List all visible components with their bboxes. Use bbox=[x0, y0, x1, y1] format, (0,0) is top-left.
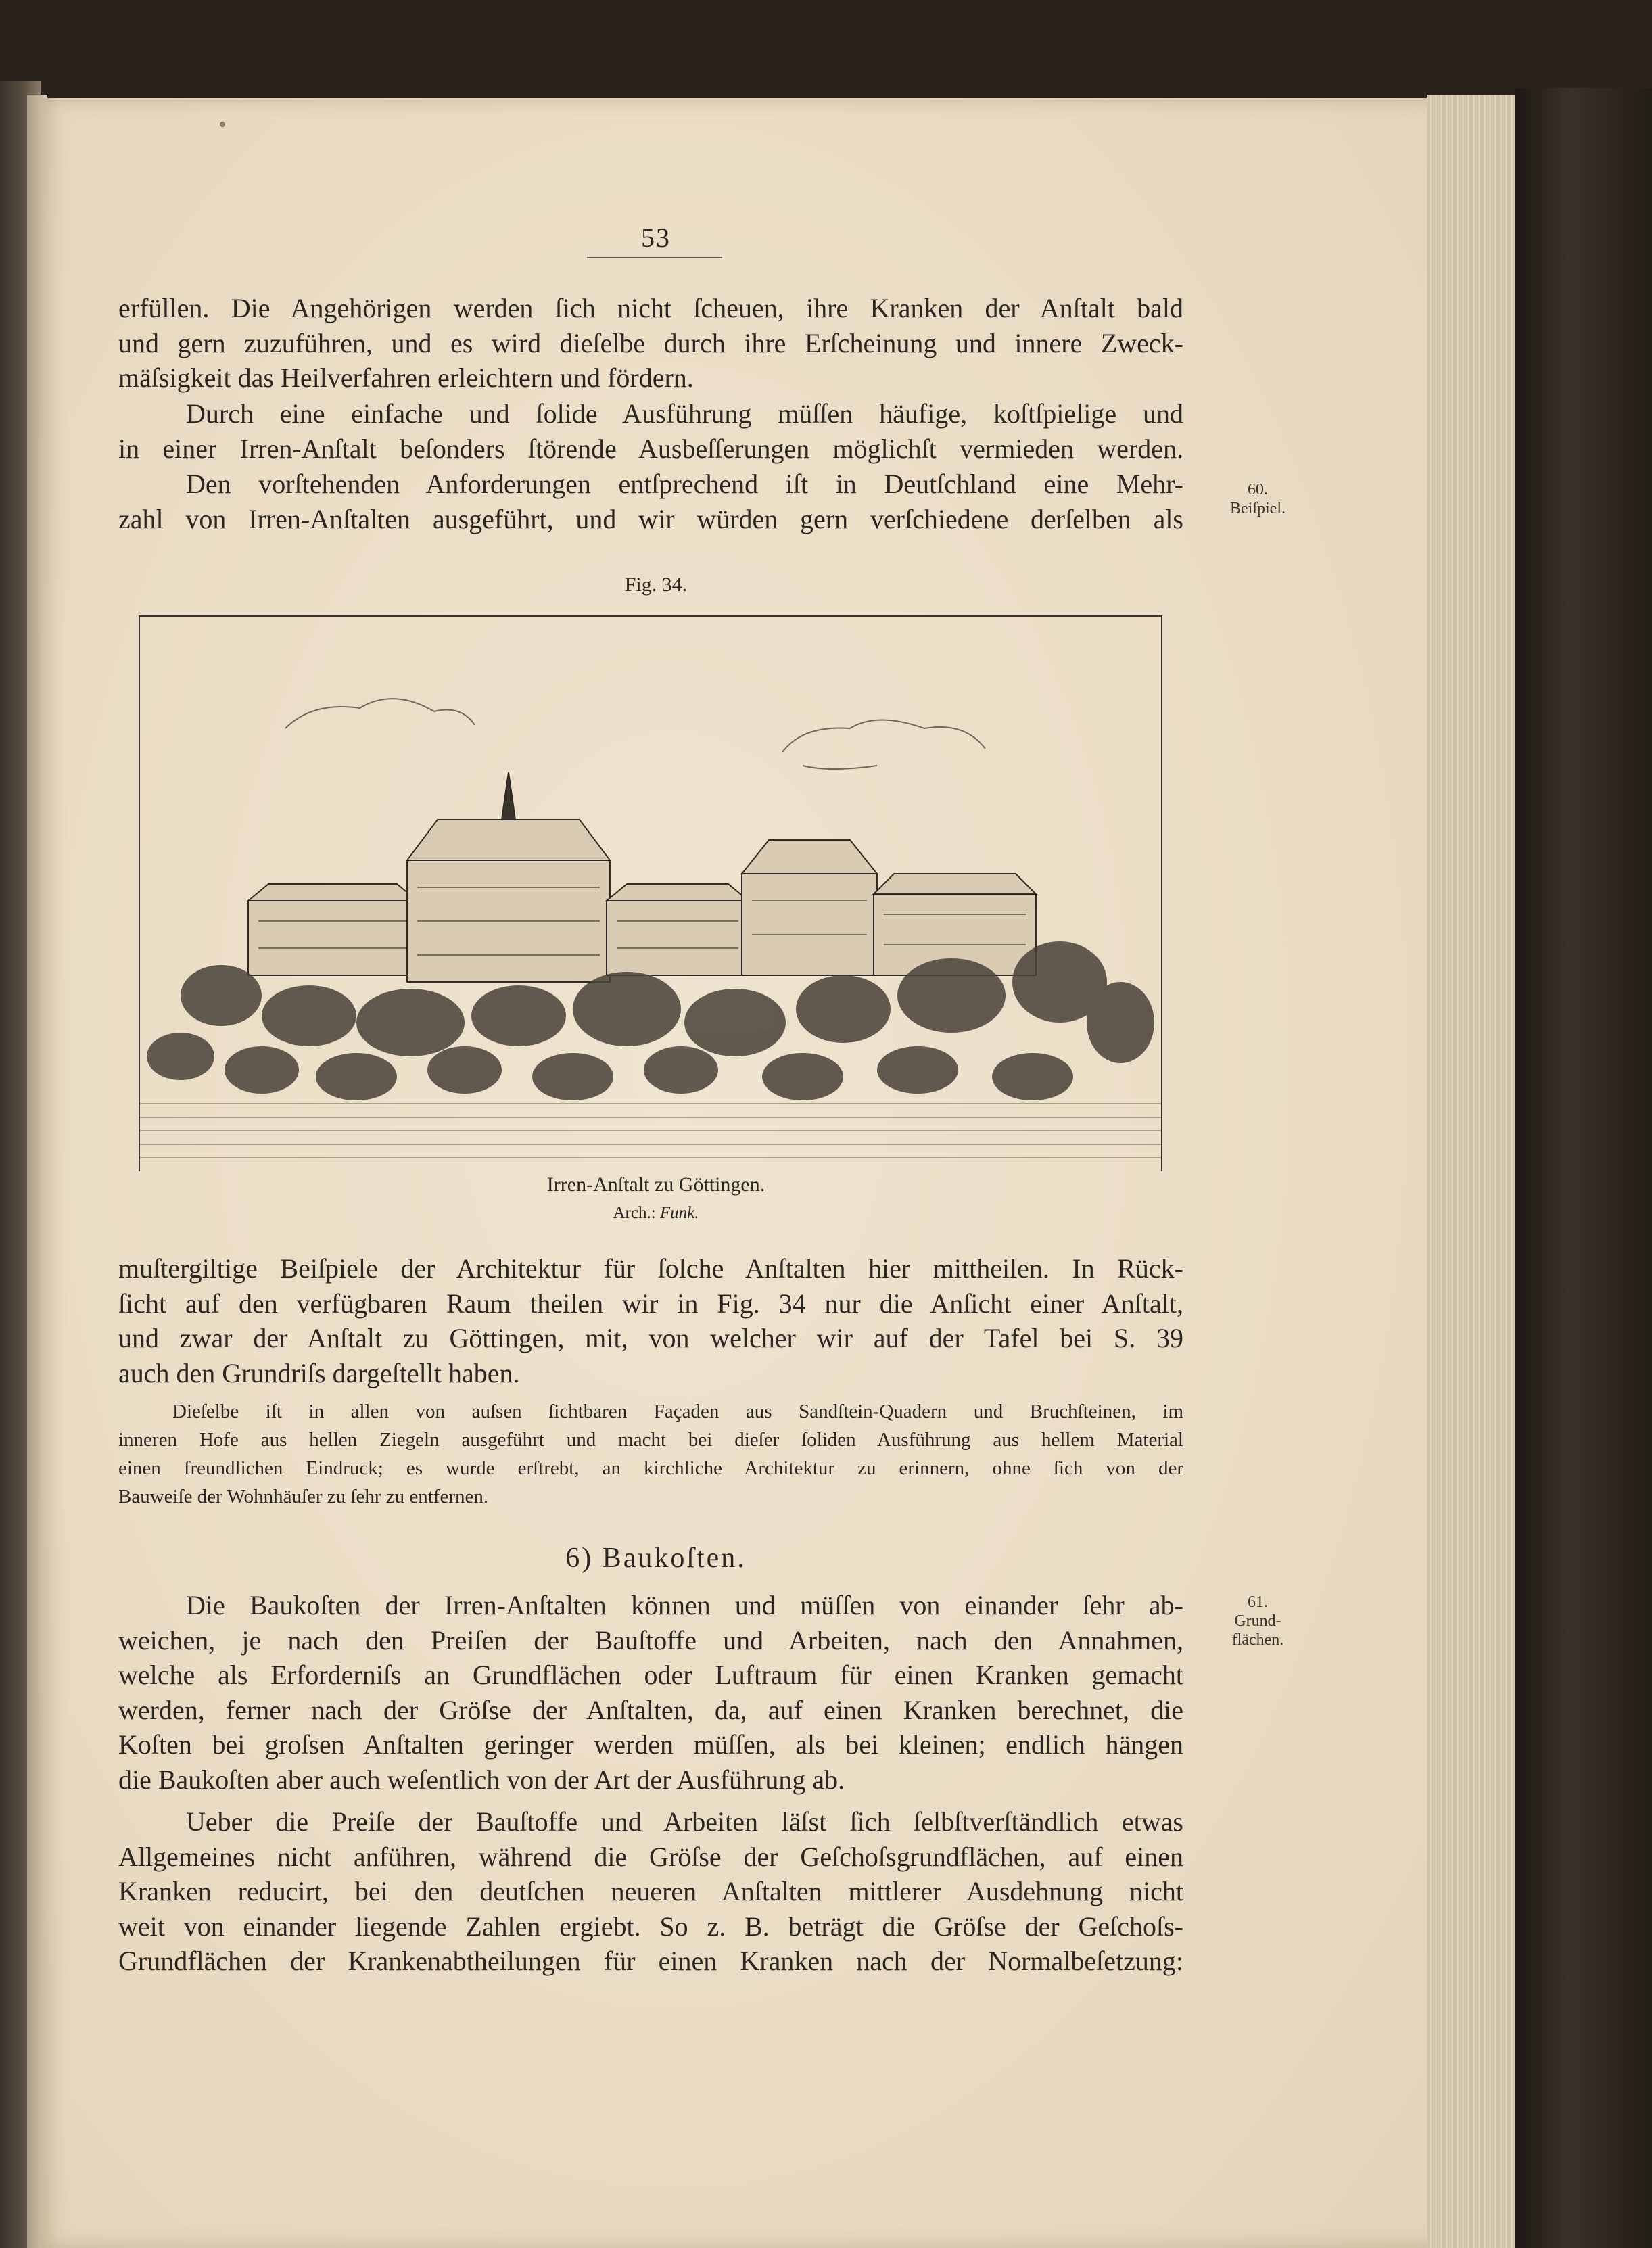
text-line: Den vorſtehenden Anforderungen entſprechend iſt in Deutſchland eine Mehr- bbox=[186, 469, 1183, 499]
text-line: erfüllen. Die Angehörigen werden ſich nicht ſcheuen, ihre Kranken der Anſtalt bald bbox=[118, 293, 1183, 323]
text-line: zahl von Irren-Anſtalten ausgeführt, und wir würden gern verſchiedene derſelben als bbox=[118, 503, 1183, 534]
text-line: Kranken reducirt, bei den deutſchen neueren Anſtalten mittlerer Ausdehnung nicht bbox=[118, 1876, 1183, 1906]
paragraph-4 bbox=[118, 1251, 1183, 1390]
asylum-buildings bbox=[248, 772, 1036, 982]
figure-caption: Irren-Anſtalt zu Göttingen. bbox=[546, 1173, 765, 1196]
margin-note-number: 60. bbox=[1248, 481, 1268, 498]
text-line: Durch eine einfache und ſolide Ausführung müſſen häufige, koſtſpielige und bbox=[186, 398, 1183, 429]
margin-note-number: 61. bbox=[1248, 1593, 1268, 1611]
text-line: weichen, je nach den Preiſen der Bauſtoffe und Arbeiten, nach den Annahmen, bbox=[118, 1624, 1183, 1656]
text-line: Bauweiſe der Wohnhäuſer zu ſehr zu entfernen. bbox=[118, 1486, 489, 1507]
building-engraving bbox=[140, 617, 1161, 1171]
text-line: muſtergiltige Beiſpiele der Architektur für ſolche Anſtalten hier mittheilen. In Rück- bbox=[118, 1253, 1183, 1284]
text-line: werden, ferner nach der Gröſse der Anſtalten, da, auf einen Kranken berechnet, die bbox=[118, 1694, 1183, 1725]
paragraph-6 bbox=[118, 1804, 1183, 1979]
book-cover-right bbox=[1515, 88, 1652, 2248]
section-heading: 6) Baukoſten. bbox=[565, 1543, 747, 1574]
margin-note-label: Grund- bbox=[1234, 1612, 1281, 1630]
text-line: mäſsigkeit das Heilverfahren erleichtern und fördern. bbox=[118, 362, 694, 393]
text-line: welche als Erforderniſs an Grundflächen oder Luftraum für einen Kranken gemacht bbox=[118, 1660, 1183, 1690]
text-line: weit von einander liegende Zahlen ergiebt. So z. B. beträgt die Gröſse der Geſchoſs- bbox=[118, 1911, 1183, 1942]
margin-note-label: Beiſpiel. bbox=[1230, 500, 1285, 517]
text-line: und gern zuzuführen, und es wird dieſelbe durch ihre Erſcheinung und innere Zweck- bbox=[118, 327, 1183, 358]
margin-note-label: flächen. bbox=[1231, 1631, 1284, 1649]
paragraph-5 bbox=[118, 1588, 1183, 1797]
text-line: inneren Hofe aus hellen Ziegeln ausgeführt und macht bei dieſer ſoliden Ausführung aus hellem Material bbox=[118, 1429, 1183, 1451]
page-block-edges bbox=[1427, 95, 1521, 2248]
page-number: 53 bbox=[641, 223, 671, 253]
text-line: Die Baukoſten der Irren-Anſtalten können und müſſen von einander ſehr ab- bbox=[186, 1590, 1183, 1620]
text-line: Dieſelbe iſt in allen von auſsen ſichtbaren Façaden aus Sandſtein-Quadern und Bruchſteinen, im bbox=[172, 1401, 1183, 1422]
page-number-rule bbox=[587, 257, 722, 258]
margin-note-61 bbox=[1210, 1593, 1305, 1649]
figure-credit bbox=[534, 1204, 778, 1223]
text-line: Allgemeines nicht anführen, während die Gröſse der Geſchoſsgrundflächen, auf einen bbox=[118, 1841, 1183, 1872]
text-line: und zwar der Anſtalt zu Göttingen, mit, von welcher wir auf der Tafel bei S. 39 bbox=[118, 1323, 1183, 1353]
small-print-paragraph bbox=[118, 1397, 1183, 1511]
figure-label: Fig. 34. bbox=[624, 573, 688, 596]
text-line: Koſten bei groſsen Anſtalten geringer werden müſſen, als bei kleinen; endlich hängen bbox=[118, 1729, 1183, 1760]
text-line: in einer Irren-Anſtalt beſonders ſtörende Ausbeſſerungen möglichſt vermieden werden. bbox=[118, 433, 1183, 464]
text-line: ſicht auf den verfügbaren Raum theilen wir in Fig. 34 nur die Anſicht einer Anſtalt, bbox=[118, 1288, 1183, 1319]
cloud-lines bbox=[285, 699, 985, 769]
paragraph-3 bbox=[118, 467, 1183, 536]
figure-illustration bbox=[139, 615, 1162, 1171]
text-line: Ueber die Preiſe der Bauſtoffe und Arbeiten läſst ſich ſelbſtverſtändlich etwas bbox=[186, 1806, 1183, 1837]
text-line: auch den Grundriſs dargeſtellt haben. bbox=[118, 1357, 520, 1388]
text-line: einen freundlichen Eindruck; es wurde erſtrebt, an kirchliche Architektur zu erinnern, ohne ſich von der bbox=[118, 1457, 1183, 1479]
paragraph-1 bbox=[118, 291, 1183, 396]
paragraph-2 bbox=[118, 396, 1183, 466]
ground-hatching bbox=[140, 1104, 1161, 1158]
architect-name: Funk. bbox=[659, 1204, 699, 1222]
text-line: Grundflächen der Krankenabtheilungen für einen Kranken nach der Normalbeſetzung: bbox=[118, 1946, 1183, 1976]
credit-prefix: Arch.: bbox=[613, 1204, 656, 1222]
paper-speck bbox=[220, 122, 225, 127]
margin-note-60 bbox=[1210, 480, 1305, 518]
text-line: die Baukoſten aber auch weſentlich von der Art der Ausführung ab. bbox=[118, 1764, 845, 1795]
